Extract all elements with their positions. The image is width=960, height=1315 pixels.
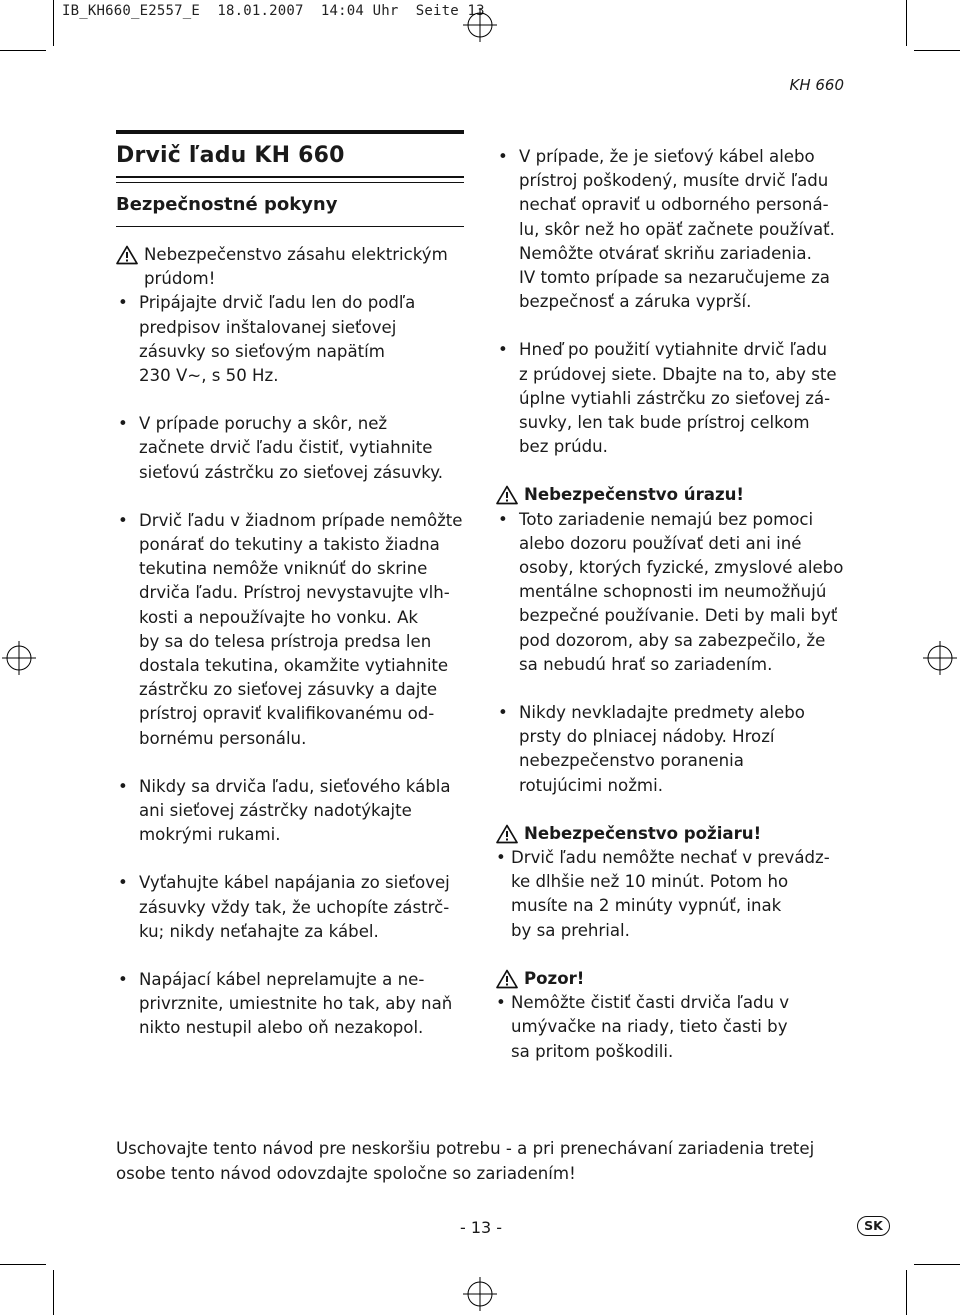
list-item xyxy=(496,145,866,314)
text-line: nikto nestupil alebo oň nezakopol. xyxy=(139,1018,424,1038)
registration-mark-icon xyxy=(2,641,36,675)
text-line: dostala tekutina, okamžite vytiahnite xyxy=(139,656,449,676)
bullet: • xyxy=(496,848,506,868)
text-line: mokrými rukami. xyxy=(139,825,281,845)
text-line: Nikdy sa drviča ľadu, sieťového kábla xyxy=(139,776,451,796)
text-line: ponárať do tekutiny a takisto žiadna xyxy=(139,535,440,555)
crop-mark xyxy=(914,1264,960,1265)
text-line: 230 V~, s 50 Hz. xyxy=(139,366,279,386)
text-line: rotujúcimi nožmi. xyxy=(519,775,663,795)
bullet: • xyxy=(498,509,508,529)
bullet: • xyxy=(118,970,128,990)
left-column xyxy=(116,243,486,1041)
text-line: ke dlhšie než 10 minút. Potom ho xyxy=(511,872,789,892)
title-underline xyxy=(116,182,464,183)
text-line: Nemôžte čistiť časti drviča ľadu v xyxy=(511,993,790,1013)
crop-mark xyxy=(0,50,46,51)
crop-mark xyxy=(906,0,907,46)
bullet: • xyxy=(498,340,508,360)
text-line: Nemôžte otvárať skriňu zariadenia. xyxy=(519,243,812,263)
text-line: suvky, len tak bude prístroj celkom xyxy=(519,413,810,433)
warning-triangle-icon xyxy=(116,245,138,265)
text-line: drviča ľadu. Prístroj nevystavujte vlh- xyxy=(139,583,450,603)
language-badge: SK xyxy=(857,1216,890,1236)
list-item xyxy=(496,991,866,1064)
warning-label: Nebezpečenstvo zásahu elektrickým prúdom! xyxy=(144,245,448,289)
list-item xyxy=(116,412,486,485)
text-line: prsty do plniacej nádoby. Hrozí xyxy=(519,727,775,747)
text-line: ani sieťovej zástrčky nadotýkajte xyxy=(139,801,412,821)
warning-label: Pozor! xyxy=(524,968,585,988)
bullet: • xyxy=(118,414,128,434)
warning-caution xyxy=(496,967,866,991)
crop-mark xyxy=(0,1264,46,1265)
text-line: Nikdy nevkladajte predmety alebo xyxy=(519,703,805,723)
warning-text xyxy=(144,243,486,291)
crop-mark xyxy=(53,0,54,46)
bullet: • xyxy=(118,873,128,893)
registration-mark-icon xyxy=(463,8,497,42)
text-line: zástrčku zo sieťovej zásuvky a dajte xyxy=(139,680,438,700)
text-line: Toto zariadenie nemajú bez pomoci xyxy=(519,509,814,529)
text-line: sa nebudú hrať so zariadením. xyxy=(519,654,773,674)
text-line: Pripájajte drvič ľadu len do podľa xyxy=(139,293,416,313)
registration-mark-icon xyxy=(923,641,957,675)
bullet: • xyxy=(498,703,508,723)
text-line: V prípade, že je sieťový kábel alebo xyxy=(519,147,815,166)
list-item xyxy=(496,508,866,677)
text-line: Drvič ľadu v žiadnom prípade nemôžte xyxy=(139,510,463,530)
text-line: privrznite, umiestnite ho tak, aby naň xyxy=(139,994,453,1014)
print-job-header: IB_KH660_E2557_E 18.01.2007 14:04 Uhr Seite 13 xyxy=(62,3,485,19)
text-line: ku; nikdy neťahajte za kábel. xyxy=(139,921,379,941)
text-line: prístroj poškodený, musíte drvič ľadu xyxy=(519,171,829,191)
text-line: by sa do telesa prístroja predsa len xyxy=(139,631,432,651)
title-underline xyxy=(116,176,464,178)
text-line: prístroj opraviť kvalifikovanému od- xyxy=(139,704,435,724)
text-line: IV tomto prípade sa nezaručujeme za xyxy=(519,268,830,288)
text-line: bezpečné používanie. Deti by mali byť xyxy=(519,606,838,626)
text-line: pod dozorom, aby sa zabezpečilo, že xyxy=(519,630,826,650)
crop-mark xyxy=(906,1270,907,1315)
text-line: Vyťahujte kábel napájania zo sieťovej xyxy=(139,873,450,893)
text-line: Drvič ľadu nemôžte nechať v prevádz- xyxy=(511,848,830,868)
text-line: tekutina nemôže vniknúť do skrine xyxy=(139,559,428,579)
list-item xyxy=(496,846,866,943)
model-label: KH 660 xyxy=(789,76,844,94)
right-column xyxy=(496,145,866,1064)
warning-triangle-icon xyxy=(496,824,518,844)
bullet: • xyxy=(496,993,506,1013)
bullet: • xyxy=(118,510,128,530)
list-item xyxy=(116,509,486,751)
text-line: osoby, ktorých fyzické, zmyslové alebo xyxy=(519,558,844,578)
text-line: bez prúdu. xyxy=(519,437,608,457)
text-line: bezpečnosť a záruka vyprší. xyxy=(519,292,752,312)
text-line: sa pritom poškodili. xyxy=(511,1041,674,1061)
footer-note xyxy=(116,1137,836,1186)
text-line: úplne vytiahli zástrčku zo sieťovej zá- xyxy=(519,388,831,408)
text-line: osobe tento návod odovzdajte spoločne so zariadením! xyxy=(116,1163,576,1183)
crop-mark xyxy=(53,1270,54,1315)
bullet: • xyxy=(118,293,128,313)
warning-triangle-icon xyxy=(496,969,518,989)
list-item xyxy=(496,701,866,798)
text-line: zásuvky so sieťovým napätím xyxy=(139,341,385,361)
list-item xyxy=(116,775,486,848)
text-line: bornému personálu. xyxy=(139,728,307,748)
registration-mark-icon xyxy=(463,1277,497,1311)
section-heading: Bezpečnostné pokyny xyxy=(116,194,338,215)
crop-mark xyxy=(914,50,960,51)
text-line: predpisov inštalovanej sieťovej xyxy=(139,317,397,337)
text-line: mentálne schopnosti im neumožňujú xyxy=(519,582,827,602)
warning-fire xyxy=(496,822,866,846)
text-line: nechať opraviť u odborného personá- xyxy=(519,195,829,215)
warning-triangle-icon xyxy=(496,485,518,505)
text-line: zásuvky vždy tak, že uchopíte zástrč- xyxy=(139,897,450,917)
list-item xyxy=(116,871,486,944)
warning-injury xyxy=(496,483,866,507)
warning-label: Nebezpečenstvo požiaru! xyxy=(524,823,762,843)
text-line: Uschovajte tento návod pre neskoršiu potrebu - a pri prenechávaní zariadenia tretej xyxy=(116,1139,815,1158)
text-line: sieťovú zástrčku zo sieťovej zásuvky. xyxy=(139,462,444,482)
text-line: Napájací kábel neprelamujte a ne- xyxy=(139,970,425,990)
text-line: z prúdovej siete. Dbajte na to, aby ste xyxy=(519,364,837,384)
text-line: Hneď po použití vytiahnite drvič ľadu xyxy=(519,340,828,360)
page-title: Drvič ľadu KH 660 xyxy=(116,143,345,168)
section-rule xyxy=(116,226,464,227)
text-line: nebezpečenstvo poranenia xyxy=(519,751,744,771)
text-line: V prípade poruchy a skôr, než xyxy=(139,414,388,434)
list-item xyxy=(496,338,866,459)
text-line: začnete drvič ľadu čistiť, vytiahnite xyxy=(139,438,433,458)
warning-electric-shock xyxy=(116,243,486,291)
title-rule xyxy=(116,130,464,134)
text-line: by sa prehrial. xyxy=(511,920,630,940)
text-line: umývačke na riady, tieto časti by xyxy=(511,1017,788,1037)
list-item xyxy=(116,291,486,388)
text-line: musíte na 2 minúty vypnúť, inak xyxy=(511,896,782,916)
text-line: kosti a nepoužívajte ho vonku. Ak xyxy=(139,607,419,627)
text-line: lu, skôr než ho opäť začnete používať. xyxy=(519,219,835,239)
warning-label: Nebezpečenstvo úrazu! xyxy=(524,485,745,505)
text-line: alebo dozoru používať deti ani iné xyxy=(519,533,802,553)
page-number: - 13 - xyxy=(460,1218,503,1237)
bullet: • xyxy=(118,776,128,796)
bullet: • xyxy=(498,147,508,166)
list-item xyxy=(116,968,486,1041)
